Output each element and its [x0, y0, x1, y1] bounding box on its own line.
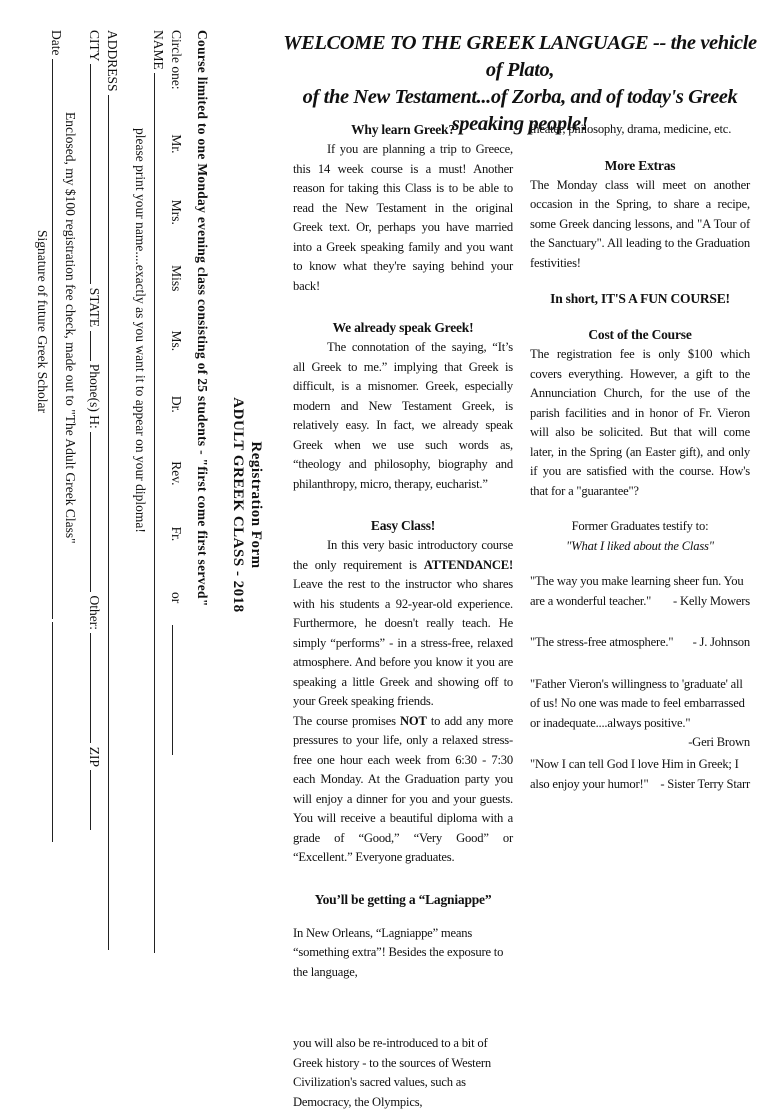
already-speak-heading: We already speak Greek! — [332, 320, 474, 335]
date-label: Date — [49, 30, 64, 56]
enclosed-fee-note: Enclosed, my $100 registration fee check, made out to "The Adult Greek Class" — [63, 112, 78, 544]
article-left-column — [293, 120, 513, 1112]
phone-other-field[interactable] — [90, 633, 102, 743]
testimonials-intro: Former Graduates testify to: — [571, 519, 709, 533]
testimonial-quote: "The stress-free atmosphere." - J. Johnson — [530, 633, 750, 653]
continued-text: theater, philosophy, drama, medicine, etc. — [530, 122, 732, 136]
lagniappe-heading: You’ll be getting a “Lagniappe” — [314, 891, 492, 907]
headline-line-1: WELCOME TO THE GREEK LANGUAGE -- the vehicle of Plato, — [283, 32, 757, 81]
title-option-mr[interactable]: Mr. — [169, 134, 184, 154]
zip-field[interactable] — [90, 770, 102, 830]
testimonial-quote: "Father Vieron's willingness to 'graduate' all of us! No one was made to feel embarrassed or inadequate....always positive." -Geri Brown — [530, 675, 750, 734]
title-option-ms[interactable]: Ms. — [169, 330, 184, 352]
state-field[interactable] — [90, 331, 102, 361]
cost-heading: Cost of the Course — [588, 327, 692, 342]
name-label: NAME — [151, 30, 166, 70]
city-row — [86, 30, 102, 980]
testimonial-author: - J. Johnson — [692, 635, 750, 649]
attendance-emphasis: ATTENDANCE! — [423, 557, 513, 572]
state-label: STATE — [87, 287, 102, 328]
title-option-miss[interactable]: Miss — [169, 265, 184, 292]
name-field[interactable] — [154, 73, 166, 953]
why-learn-heading: Why learn Greek? — [351, 122, 455, 137]
signature-label: Signature of future Greek Scholar — [35, 230, 50, 413]
circle-one-row — [168, 30, 184, 980]
why-learn-text: If you are planning a trip to Greece, this 14 week course is a must! Another reason for taking this Class is to be able to read the New Testament in the original Greek text. Or, perhaps you have married into a Greek speaking family and you want to know what they're saying behind your back! — [293, 142, 513, 293]
easy-class-paragraph-1: In this very basic introductory course the only requirement is ATTENDANCE! Leave the rest to the instructor who shares with his students a 92-year-old experience. Furthermore, he doesn't really teach. He simply “performs” - in a stress-free, relaxed atmosphere. And before you know it you are speaking a little Greek and showing off to your Greek speaking friends. — [293, 538, 513, 708]
title-other-line[interactable] — [172, 625, 184, 755]
headline-line-2: of the New Testament...of Zorba, and of today's Greek speaking people! — [302, 86, 738, 135]
not-emphasis: NOT — [400, 713, 427, 728]
already-speak-text: The connotation of the saying, “It’s all Greek to me.” implying that Greek is difficult, is a misnomer. Greek, especially modern and New Testament Greek, is relatively easy. In fact, we already speak Greek when we use such words as, “theology and philosophy, biography and philanthropy, micro, therapy, eucharist.” — [293, 340, 513, 491]
registration-form-panel — [0, 0, 270, 1024]
title-option-fr[interactable]: Fr. — [169, 526, 184, 542]
signature-field[interactable] — [52, 622, 64, 842]
testimonial-quote: "Now I can tell God I love Him in Greek; I also enjoy your humor!" - Sister Terry Starr — [530, 755, 750, 794]
date-row — [48, 30, 64, 980]
print-name-note: please print your name....exactly as you want it to appear on your diploma! — [133, 128, 148, 533]
form-subtitle: ADULT GREEK CLASS - 2018 — [230, 397, 246, 613]
title-option-dr[interactable]: Dr. — [169, 395, 184, 413]
testimonial-quote: "The way you make learning sheer fun. You are a wonderful teacher." - Kelly Mowers — [530, 572, 750, 611]
testimonial-author: - Kelly Mowers — [673, 593, 750, 608]
title-option-or: or — [169, 591, 184, 604]
lagniappe-paragraph-1: In New Orleans, “Lagniappe” means “something extra”! Besides the exposure to the language, — [293, 925, 504, 979]
lagniappe-paragraph-2: you will also be re-introduced to a bit of Greek history - to the sources of Western Civilization's sacred values, such as Democracy, the Olympics, — [293, 1036, 491, 1109]
easy-class-paragraph-2: The course promises NOT to add any more pressures to your life, only a relaxed stress-free one hour each week from 6:30 - 7:30 each Monday. At the Graduation party you will enjoy a dinner for you and your guests. You will receive a beautiful diploma with a grade of “Good,” “Very Good” or “Excellent.” Everyone graduates. — [293, 713, 513, 864]
cost-text: The registration fee is only $100 which covers everything. However, a gift to the Annunciation Church, for the use of the parish facilities and in honor of Fr. Vieron will also be solicited. But that will come later, in the Spring (an Easter gift), and only if you are satisfied with the course. How's that for a "guarantee"? — [530, 347, 750, 498]
city-field[interactable] — [90, 64, 102, 284]
course-limit-note: Course limited to one Monday evening class consisting of 25 students - "first come first served" — [195, 30, 210, 607]
registration-form — [30, 30, 270, 980]
city-label: CITY — [87, 30, 102, 61]
testimonial-author: - Sister Terry Starr — [660, 776, 750, 791]
form-title: Registration Form — [248, 441, 264, 569]
circle-one-label: Circle one: — [169, 30, 184, 90]
easy-class-heading: Easy Class! — [370, 518, 436, 533]
title-option-rev[interactable]: Rev. — [169, 461, 184, 486]
more-extras-heading: More Extras — [604, 157, 676, 173]
more-extras-text: The Monday class will meet on another occasion in the Spring, to share a recipe, some Greek dancing lessons, and "A Tour of the Sanctuary". All leading to the Graduation festivities! — [530, 177, 750, 270]
testimonials-subtitle: "What I liked about the Class" — [566, 538, 714, 553]
testimonial-author: -Geri Brown — [688, 735, 750, 749]
address-field[interactable] — [108, 95, 120, 950]
address-label: ADDRESS — [105, 30, 120, 92]
phone-label: Phone(s) H: — [87, 363, 102, 429]
article-right-column — [530, 120, 750, 794]
address-row — [104, 30, 120, 980]
zip-label: ZIP — [87, 746, 102, 767]
phone-other-label: Other: — [87, 595, 102, 631]
name-row — [150, 30, 166, 980]
phone-home-field[interactable] — [90, 432, 102, 592]
title-option-mrs[interactable]: Mrs. — [169, 199, 184, 225]
fun-course-heading: In short, IT'S A FUN COURSE! — [550, 291, 730, 306]
date-field[interactable] — [52, 59, 64, 619]
